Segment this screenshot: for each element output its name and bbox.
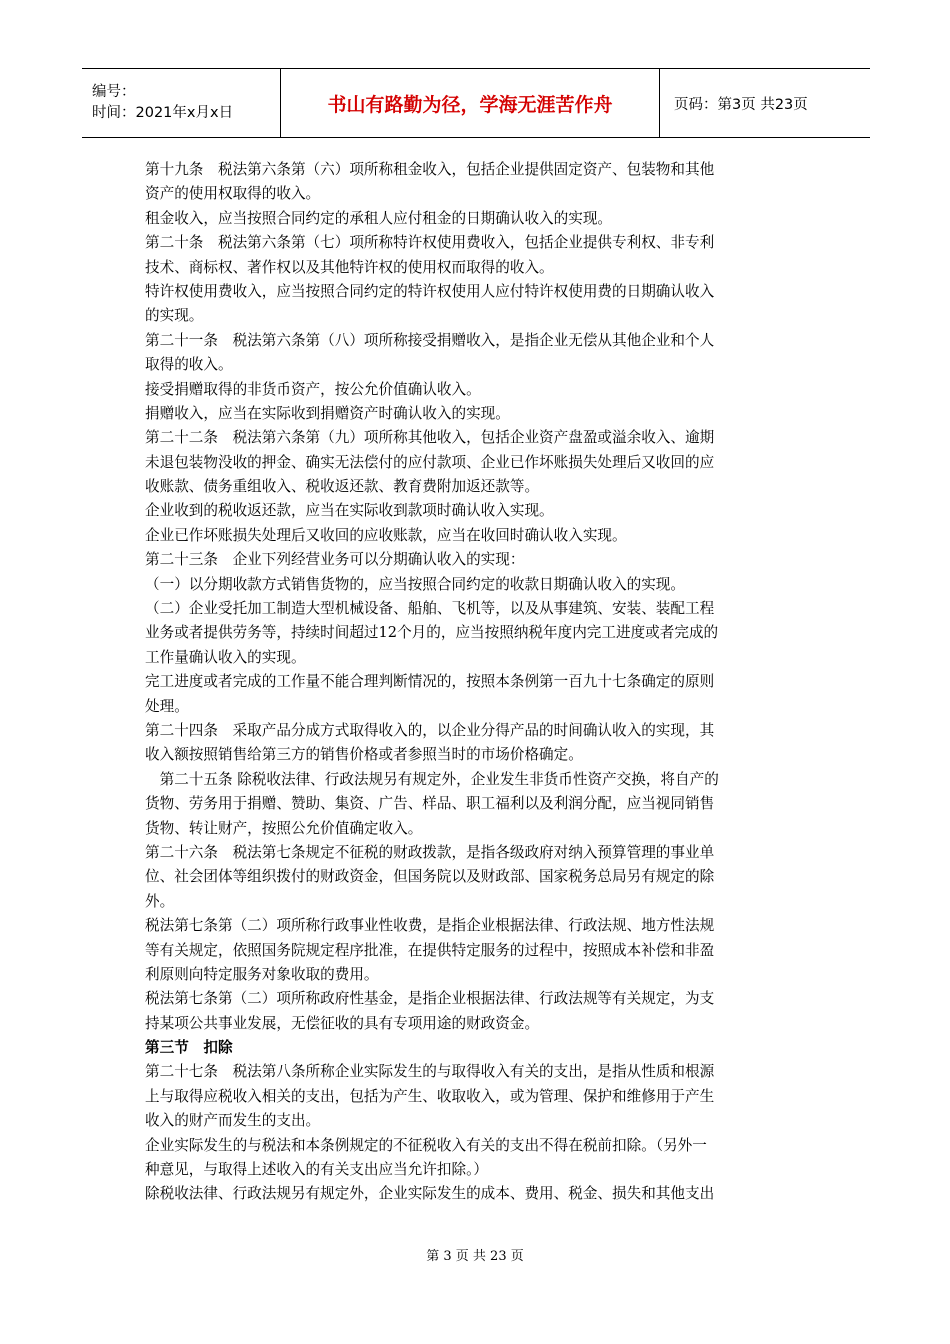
document-number-label: 编号： — [92, 84, 136, 100]
section-heading: 第三节 扣除 — [145, 1039, 233, 1057]
page-header — [82, 68, 870, 138]
text-line: 完工进度或者完成的工作量不能合理判断情况的，按照本条例第一百九十七条确定的原则 — [145, 673, 715, 691]
text-line: 收账款、债务重组收入、税收返还款、教育费附加返还款等。 — [145, 478, 540, 496]
text-line: 特许权使用费收入，应当按照合同约定的特许权使用人应付特许权使用费的日期确认收入 — [145, 282, 715, 300]
text-line: 第二十四条 采取产品分成方式取得收入的，以企业分得产品的时间确认收入的实现，其 — [145, 721, 715, 739]
text-line: 企业收到的税收返还款，应当在实际收到款项时确认收入实现。 — [145, 502, 554, 520]
text-line: （二）企业受托加工制造大型机械设备、船舶、飞机等，以及从事建筑、安装、装配工程 — [145, 600, 715, 618]
document-date-label: 时间：2021年x月x日 — [92, 105, 234, 121]
text-line: 第二十条 税法第六条第（七）项所称特许权使用费收入，包括企业提供专利权、非专利 — [145, 234, 715, 252]
text-line: 持某项公共事业发展，无偿征收的具有专项用途的财政资金。 — [145, 1014, 540, 1032]
page-footer: 第 3 页 共 23 页 — [426, 1249, 524, 1264]
header-meta — [82, 69, 280, 137]
text-line: 技术、商标权、著作权以及其他特许权的使用权而取得的收入。 — [145, 258, 554, 276]
text-line: 企业实际发生的与税法和本条例规定的不征税收入有关的支出不得在税前扣除。（另外一 — [145, 1136, 707, 1154]
text-line: 位、社会团体等组织拨付的财政资金，但国务院以及财政部、国家税务总局另有规定的除 — [145, 868, 715, 886]
text-line: 利原则向特定服务对象收取的费用。 — [145, 965, 379, 983]
text-line: 取得的收入。 — [145, 356, 233, 374]
text-line: 货物、转让财产，按照公允价值确定收入。 — [145, 819, 423, 837]
text-line: 资产的使用权取得的收入。 — [145, 185, 321, 203]
header-motto — [280, 69, 660, 137]
text-line: 第十九条 税法第六条第（六）项所称租金收入，包括企业提供固定资产、包装物和其他 — [145, 161, 715, 178]
motto-text: 书山有路勤为径，学海无涯苦作舟 — [327, 93, 613, 116]
text-line: 捐赠收入，应当在实际收到捐赠资产时确认收入的实现。 — [145, 404, 510, 422]
text-line: 上与取得应税收入相关的支出，包括为产生、收取收入，或为管理、保护和维修用于产生 — [145, 1087, 715, 1105]
document-body — [145, 158, 810, 1207]
text-line: 除税收法律、行政法规另有规定外，企业实际发生的成本、费用、税金、损失和其他支出 — [145, 1185, 715, 1203]
text-line: 工作量确认收入的实现。 — [145, 648, 306, 666]
text-line: 未退包装物没收的押金、确实无法偿付的应付款项、企业已作坏账损失处理后又收回的应 — [145, 453, 715, 471]
text-line: 第二十五条 除税收法律、行政法规另有规定外，企业发生非货币性资产交换，将自产的 — [145, 770, 719, 788]
text-line: 处理。 — [145, 697, 189, 715]
page-number-label: 页码：第3页 共23页 — [674, 96, 808, 113]
text-line: 企业已作坏账损失处理后又收回的应收账款，应当在收回时确认收入实现。 — [145, 526, 627, 544]
text-line: 收入额按照销售给第三方的销售价格或者参照当时的市场价格确定。 — [145, 746, 583, 764]
text-line: 业务或者提供劳务等，持续时间超过12个月的，应当按照纳税年度内完工进度或者完成的 — [145, 624, 719, 642]
text-line: 第二十七条 税法第八条所称企业实际发生的与取得收入有关的支出，是指从性质和根源 — [145, 1063, 715, 1081]
text-line: 第二十六条 税法第七条规定不征税的财政拨款，是指各级政府对纳入预算管理的事业单 — [145, 843, 715, 861]
text-line: 第二十三条 企业下列经营业务可以分期确认收入的实现： — [145, 551, 525, 569]
text-line: 外。 — [145, 892, 175, 910]
text-line: 收入的财产而发生的支出。 — [145, 1112, 321, 1130]
text-line: 的实现。 — [145, 307, 204, 325]
text-line: 接受捐赠取得的非货币资产，按公允价值确认收入。 — [145, 380, 481, 398]
text-line: 等有关规定，依照国务院规定程序批准，在提供特定服务的过程中，按照成本补偿和非盈 — [145, 941, 715, 959]
text-line: 第二十二条 税法第六条第（九）项所称其他收入，包括企业资产盘盈或溢余收入、逾期 — [145, 429, 715, 447]
text-line: 货物、劳务用于捐赠、赞助、集资、广告、样品、职工福利以及利润分配，应当视同销售 — [145, 795, 715, 813]
text-line: 税法第七条第（二）项所称行政事业性收费，是指企业根据法律、行政法规、地方性法规 — [145, 917, 715, 935]
text-line: 第二十一条 税法第六条第（八）项所称接受捐赠收入，是指企业无偿从其他企业和个人 — [145, 331, 715, 349]
text-line: 租金收入，应当按照合同约定的承租人应付租金的日期确认收入的实现。 — [145, 209, 613, 227]
text-line: （一）以分期收款方式销售货物的，应当按照合同约定的收款日期确认收入的实现。 — [145, 575, 685, 593]
text-line: 种意见，与取得上述收入的有关支出应当允许扣除。） — [145, 1161, 488, 1179]
header-page-number — [660, 69, 870, 137]
text-line: 税法第七条第（二）项所称政府性基金，是指企业根据法律、行政法规等有关规定，为支 — [145, 990, 715, 1008]
